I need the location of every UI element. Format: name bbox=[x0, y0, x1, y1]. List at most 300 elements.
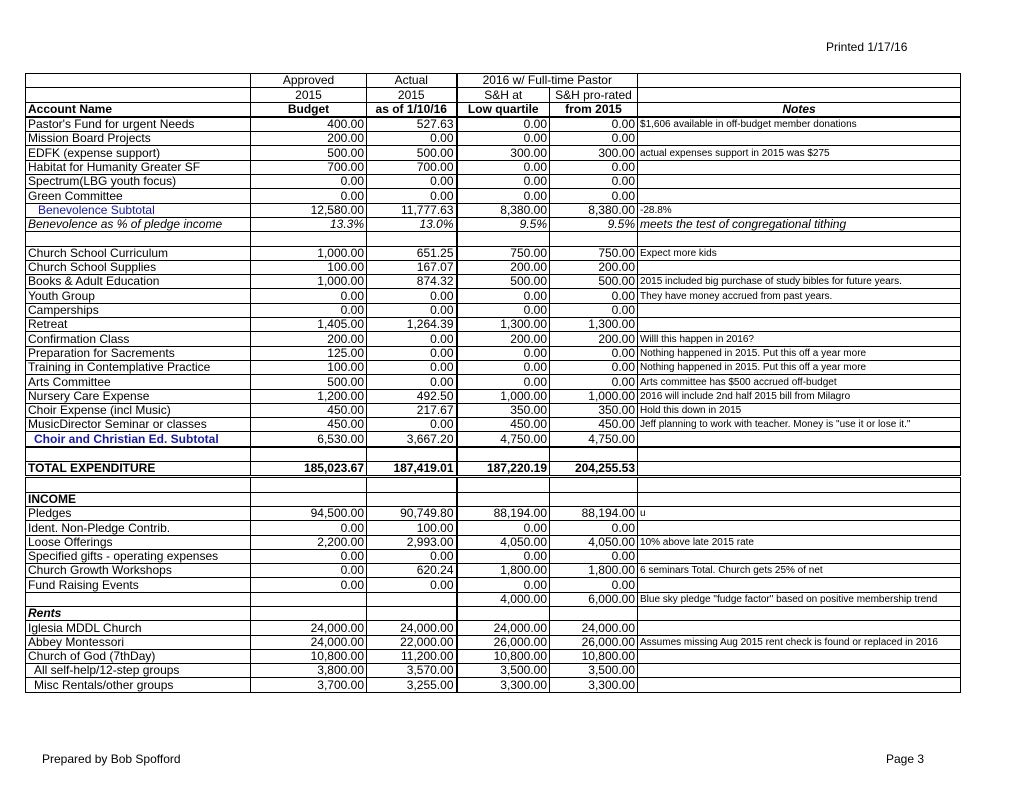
sh-low-quartile-cell: 0.00 bbox=[457, 117, 550, 132]
notes-cell bbox=[638, 621, 961, 635]
account-name-cell: Spectrum(LBG youth focus) bbox=[26, 175, 251, 189]
budget-cell: 185,023.67 bbox=[251, 462, 367, 477]
account-name-cell: Training in Contemplative Practice bbox=[26, 360, 251, 374]
account-name-cell: Rents bbox=[26, 606, 251, 620]
sh-low-quartile-cell: 1,300.00 bbox=[457, 318, 550, 332]
actual-cell: 874.32 bbox=[367, 275, 457, 289]
budget-cell: 12,580.00 bbox=[251, 203, 367, 217]
table-row bbox=[26, 217, 961, 231]
table-row bbox=[26, 432, 961, 447]
actual-cell: 3,255.00 bbox=[367, 678, 457, 692]
budget-cell bbox=[251, 477, 367, 492]
table-row bbox=[26, 160, 961, 174]
sh-prorated-cell bbox=[550, 477, 638, 492]
table-row bbox=[26, 332, 961, 346]
actual-cell: 3,570.00 bbox=[367, 664, 457, 678]
budget-cell: 3,800.00 bbox=[251, 664, 367, 678]
actual-cell: 167.07 bbox=[367, 260, 457, 274]
account-name-cell: INCOME bbox=[26, 492, 251, 506]
header-cell bbox=[638, 74, 961, 88]
sh-low-quartile-cell: 4,750.00 bbox=[457, 432, 550, 447]
account-name-cell bbox=[26, 592, 251, 606]
sh-low-quartile-cell: 4,000.00 bbox=[457, 592, 550, 606]
notes-cell bbox=[638, 132, 961, 146]
account-name-cell: Church of God (7thDay) bbox=[26, 649, 251, 663]
notes-cell bbox=[638, 664, 961, 678]
sh-prorated-cell: 4,050.00 bbox=[550, 535, 638, 549]
actual-cell: 700.00 bbox=[367, 160, 457, 174]
sh-low-quartile-cell bbox=[457, 447, 550, 462]
budget-cell: 0.00 bbox=[251, 189, 367, 203]
sh-low-quartile-cell: 200.00 bbox=[457, 260, 550, 274]
table-row bbox=[26, 403, 961, 417]
sh-low-quartile-cell bbox=[457, 232, 550, 246]
notes-cell bbox=[638, 477, 961, 492]
budget-cell: 0.00 bbox=[251, 578, 367, 592]
sh-low-quartile-cell: 88,194.00 bbox=[457, 506, 550, 520]
account-name-cell: Pastor's Fund for urgent Needs bbox=[26, 117, 251, 132]
actual-cell: 1,264.39 bbox=[367, 318, 457, 332]
table-row bbox=[26, 132, 961, 146]
budget-table bbox=[25, 73, 961, 693]
sh-prorated-cell: 0.00 bbox=[550, 360, 638, 374]
budget-cell: 3,700.00 bbox=[251, 678, 367, 692]
budget-cell: 6,530.00 bbox=[251, 432, 367, 447]
actual-cell bbox=[367, 232, 457, 246]
actual-cell: 0.00 bbox=[367, 303, 457, 317]
budget-cell bbox=[251, 232, 367, 246]
notes-cell bbox=[638, 318, 961, 332]
notes-cell bbox=[638, 492, 961, 506]
budget-cell bbox=[251, 592, 367, 606]
account-name-cell: All self-help/12-step groups bbox=[26, 664, 251, 678]
table-row bbox=[26, 678, 961, 692]
sh-prorated-cell: 0.00 bbox=[550, 189, 638, 203]
table-row bbox=[26, 389, 961, 403]
sh-low-quartile-cell: 0.00 bbox=[457, 289, 550, 303]
header-row-3 bbox=[26, 102, 961, 117]
table-row bbox=[26, 564, 961, 578]
sh-low-quartile-cell: 0.00 bbox=[457, 375, 550, 389]
account-name-cell: Iglesia MDDL Church bbox=[26, 621, 251, 635]
notes-cell: 6 seminars Total. Church gets 25% of net bbox=[638, 564, 961, 578]
actual-cell: 187,419.01 bbox=[367, 462, 457, 477]
notes-cell bbox=[638, 432, 961, 447]
budget-cell: 24,000.00 bbox=[251, 635, 367, 649]
notes-cell: actual expenses support in 2015 was $275 bbox=[638, 146, 961, 160]
notes-cell: Hold this down in 2015 bbox=[638, 403, 961, 417]
header-budget: Budget bbox=[251, 102, 367, 117]
sh-prorated-cell: 0.00 bbox=[550, 303, 638, 317]
actual-cell bbox=[367, 606, 457, 620]
header-approved-year: 2015 bbox=[251, 88, 367, 102]
sh-prorated-cell: 0.00 bbox=[550, 289, 638, 303]
account-name-cell: Camperships bbox=[26, 303, 251, 317]
sh-low-quartile-cell: 0.00 bbox=[457, 189, 550, 203]
sh-prorated-cell: 0.00 bbox=[550, 160, 638, 174]
account-name-cell: Green Committee bbox=[26, 189, 251, 203]
table-row bbox=[26, 447, 961, 462]
table-row bbox=[26, 246, 961, 260]
account-name-cell: Mission Board Projects bbox=[26, 132, 251, 146]
table-row bbox=[26, 318, 961, 332]
sh-prorated-cell: 0.00 bbox=[550, 549, 638, 563]
table-row bbox=[26, 360, 961, 374]
account-name-cell: Retreat bbox=[26, 318, 251, 332]
actual-cell: 217.67 bbox=[367, 403, 457, 417]
budget-cell: 1,405.00 bbox=[251, 318, 367, 332]
table-row bbox=[26, 189, 961, 203]
header-actual: Actual bbox=[367, 74, 457, 88]
notes-cell: 2015 included big purchase of study bibles for future years. bbox=[638, 275, 961, 289]
sh-low-quartile-cell: 0.00 bbox=[457, 360, 550, 374]
budget-cell: 13.3% bbox=[251, 217, 367, 231]
account-name-cell: Specified gifts - operating expenses bbox=[26, 549, 251, 563]
sh-low-quartile-cell: 10,800.00 bbox=[457, 649, 550, 663]
table-row bbox=[26, 462, 961, 477]
table-row bbox=[26, 664, 961, 678]
table-row bbox=[26, 606, 961, 620]
table-row bbox=[26, 146, 961, 160]
actual-cell: 651.25 bbox=[367, 246, 457, 260]
sh-prorated-cell: 6,000.00 bbox=[550, 592, 638, 606]
table-row bbox=[26, 203, 961, 217]
table-row bbox=[26, 303, 961, 317]
actual-cell: 2,993.00 bbox=[367, 535, 457, 549]
sh-low-quartile-cell: 350.00 bbox=[457, 403, 550, 417]
actual-cell: 0.00 bbox=[367, 578, 457, 592]
sh-prorated-cell: 1,000.00 bbox=[550, 389, 638, 403]
notes-cell bbox=[638, 189, 961, 203]
sh-low-quartile-cell: 1,000.00 bbox=[457, 389, 550, 403]
budget-cell: 0.00 bbox=[251, 289, 367, 303]
budget-cell: 400.00 bbox=[251, 117, 367, 132]
table-row bbox=[26, 592, 961, 606]
table-row bbox=[26, 375, 961, 389]
sh-prorated-cell: 450.00 bbox=[550, 418, 638, 432]
header-cell bbox=[26, 74, 251, 88]
notes-cell bbox=[638, 678, 961, 692]
budget-cell: 0.00 bbox=[251, 175, 367, 189]
actual-cell: 11,777.63 bbox=[367, 203, 457, 217]
budget-cell: 500.00 bbox=[251, 146, 367, 160]
actual-cell: 0.00 bbox=[367, 360, 457, 374]
sh-low-quartile-cell: 0.00 bbox=[457, 303, 550, 317]
budget-cell: 10,800.00 bbox=[251, 649, 367, 663]
sh-low-quartile-cell: 187,220.19 bbox=[457, 462, 550, 477]
actual-cell: 500.00 bbox=[367, 146, 457, 160]
sh-prorated-cell: 88,194.00 bbox=[550, 506, 638, 520]
account-name-cell: Youth Group bbox=[26, 289, 251, 303]
actual-cell: 100.00 bbox=[367, 521, 457, 535]
account-name-cell: Fund Raising Events bbox=[26, 578, 251, 592]
actual-cell: 620.24 bbox=[367, 564, 457, 578]
budget-cell: 0.00 bbox=[251, 564, 367, 578]
sh-prorated-cell: 350.00 bbox=[550, 403, 638, 417]
header-cell bbox=[26, 88, 251, 102]
actual-cell bbox=[367, 492, 457, 506]
actual-cell bbox=[367, 447, 457, 462]
notes-cell: $1,606 available in off-budget member donations bbox=[638, 117, 961, 132]
account-name-cell: Confirmation Class bbox=[26, 332, 251, 346]
sh-low-quartile-cell: 9.5% bbox=[457, 217, 550, 231]
header-notes: Notes bbox=[638, 102, 961, 117]
notes-cell bbox=[638, 175, 961, 189]
actual-cell: 11,200.00 bbox=[367, 649, 457, 663]
sh-prorated-cell: 300.00 bbox=[550, 146, 638, 160]
actual-cell: 24,000.00 bbox=[367, 621, 457, 635]
sh-low-quartile-cell: 750.00 bbox=[457, 246, 550, 260]
sh-prorated-cell: 0.00 bbox=[550, 375, 638, 389]
table-row bbox=[26, 549, 961, 563]
notes-cell: Assumes missing Aug 2015 rent check is found or replaced in 2016 bbox=[638, 635, 961, 649]
account-name-cell: Preparation for Sacrements bbox=[26, 346, 251, 360]
printed-date: Printed 1/17/16 bbox=[826, 40, 908, 54]
sh-prorated-cell: 0.00 bbox=[550, 346, 638, 360]
account-name-cell: Books & Adult Education bbox=[26, 275, 251, 289]
header-sh-at: S&H at bbox=[457, 88, 550, 102]
sh-low-quartile-cell: 500.00 bbox=[457, 275, 550, 289]
notes-cell: Nothing happened in 2015. Put this off a year more bbox=[638, 346, 961, 360]
table-row bbox=[26, 506, 961, 520]
account-name-cell: Benevolence as % of pledge income bbox=[26, 217, 251, 231]
sh-low-quartile-cell: 200.00 bbox=[457, 332, 550, 346]
sh-low-quartile-cell: 3,300.00 bbox=[457, 678, 550, 692]
table-row bbox=[26, 275, 961, 289]
sh-prorated-cell: 3,500.00 bbox=[550, 664, 638, 678]
actual-cell: 527.63 bbox=[367, 117, 457, 132]
notes-cell bbox=[638, 232, 961, 246]
table-row bbox=[26, 346, 961, 360]
sh-low-quartile-cell: 0.00 bbox=[457, 132, 550, 146]
table-row bbox=[26, 260, 961, 274]
table-row bbox=[26, 635, 961, 649]
table-row bbox=[26, 117, 961, 132]
budget-cell: 0.00 bbox=[251, 303, 367, 317]
table-row bbox=[26, 621, 961, 635]
budget-cell bbox=[251, 492, 367, 506]
budget-cell: 24,000.00 bbox=[251, 621, 367, 635]
sh-prorated-cell: 0.00 bbox=[550, 521, 638, 535]
header-group-2016: 2016 w/ Full-time Pastor bbox=[457, 74, 638, 88]
sh-low-quartile-cell bbox=[457, 492, 550, 506]
account-name-cell: TOTAL EXPENDITURE bbox=[26, 462, 251, 477]
table-row bbox=[26, 232, 961, 246]
sh-low-quartile-cell: 0.00 bbox=[457, 160, 550, 174]
actual-cell: 0.00 bbox=[367, 332, 457, 346]
notes-cell: u bbox=[638, 506, 961, 520]
actual-cell: 90,749.80 bbox=[367, 506, 457, 520]
sh-prorated-cell: 0.00 bbox=[550, 175, 638, 189]
sh-prorated-cell: 26,000.00 bbox=[550, 635, 638, 649]
notes-cell bbox=[638, 462, 961, 477]
sh-prorated-cell: 1,800.00 bbox=[550, 564, 638, 578]
account-name-cell: EDFK (expense support) bbox=[26, 146, 251, 160]
actual-cell: 492.50 bbox=[367, 389, 457, 403]
table-row bbox=[26, 492, 961, 506]
sh-prorated-cell: 500.00 bbox=[550, 275, 638, 289]
sh-prorated-cell: 10,800.00 bbox=[550, 649, 638, 663]
sh-low-quartile-cell: 0.00 bbox=[457, 521, 550, 535]
header-cell bbox=[638, 88, 961, 102]
notes-cell: -28.8% bbox=[638, 203, 961, 217]
sh-prorated-cell bbox=[550, 447, 638, 462]
notes-cell bbox=[638, 649, 961, 663]
account-name-cell: Nursery Care Expense bbox=[26, 389, 251, 403]
budget-cell: 700.00 bbox=[251, 160, 367, 174]
sh-low-quartile-cell: 8,380.00 bbox=[457, 203, 550, 217]
actual-cell bbox=[367, 592, 457, 606]
account-name-cell bbox=[26, 447, 251, 462]
sh-low-quartile-cell: 0.00 bbox=[457, 346, 550, 360]
actual-cell: 13.0% bbox=[367, 217, 457, 231]
header-as-of: as of 1/10/16 bbox=[367, 102, 457, 117]
sh-low-quartile-cell bbox=[457, 606, 550, 620]
account-name-cell: Choir Expense (incl Music) bbox=[26, 403, 251, 417]
sh-prorated-cell: 204,255.53 bbox=[550, 462, 638, 477]
notes-cell: Willl this happen in 2016? bbox=[638, 332, 961, 346]
sh-prorated-cell: 9.5% bbox=[550, 217, 638, 231]
actual-cell: 22,000.00 bbox=[367, 635, 457, 649]
sh-prorated-cell: 200.00 bbox=[550, 332, 638, 346]
table-row bbox=[26, 477, 961, 492]
notes-cell: 10% above late 2015 rate bbox=[638, 535, 961, 549]
account-name-cell: Church School Curriculum bbox=[26, 246, 251, 260]
header-from-2015: from 2015 bbox=[550, 102, 638, 117]
table-row bbox=[26, 535, 961, 549]
budget-cell: 1,200.00 bbox=[251, 389, 367, 403]
account-name-cell: Church School Supplies bbox=[26, 260, 251, 274]
actual-cell: 3,667.20 bbox=[367, 432, 457, 447]
table-row bbox=[26, 175, 961, 189]
account-name-cell: Church Growth Workshops bbox=[26, 564, 251, 578]
notes-cell: They have money accrued from past years. bbox=[638, 289, 961, 303]
account-name-cell: Benevolence Subtotal bbox=[26, 203, 251, 217]
account-name-cell: MusicDirector Seminar or classes bbox=[26, 418, 251, 432]
sh-prorated-cell: 3,300.00 bbox=[550, 678, 638, 692]
account-name-cell bbox=[26, 232, 251, 246]
account-name-cell: Abbey Montessori bbox=[26, 635, 251, 649]
budget-cell: 450.00 bbox=[251, 403, 367, 417]
actual-cell: 0.00 bbox=[367, 175, 457, 189]
budget-cell: 2,200.00 bbox=[251, 535, 367, 549]
account-name-cell: Loose Offerings bbox=[26, 535, 251, 549]
sh-prorated-cell bbox=[550, 492, 638, 506]
header-sh-prorated: S&H pro-rated bbox=[550, 88, 638, 102]
actual-cell: 0.00 bbox=[367, 418, 457, 432]
notes-cell: Arts committee has $500 accrued off-budget bbox=[638, 375, 961, 389]
budget-cell: 200.00 bbox=[251, 132, 367, 146]
sh-prorated-cell bbox=[550, 232, 638, 246]
sh-low-quartile-cell: 4,050.00 bbox=[457, 535, 550, 549]
actual-cell: 0.00 bbox=[367, 132, 457, 146]
notes-cell bbox=[638, 521, 961, 535]
table-row bbox=[26, 521, 961, 535]
notes-cell: Nothing happened in 2015. Put this off a year more bbox=[638, 360, 961, 374]
sh-prorated-cell: 24,000.00 bbox=[550, 621, 638, 635]
account-name-cell: Pledges bbox=[26, 506, 251, 520]
header-low-quartile: Low quartile bbox=[457, 102, 550, 117]
budget-cell: 450.00 bbox=[251, 418, 367, 432]
notes-cell: 2016 will include 2nd half 2015 bill from Milagro bbox=[638, 389, 961, 403]
actual-cell: 0.00 bbox=[367, 189, 457, 203]
sh-low-quartile-cell bbox=[457, 477, 550, 492]
notes-cell: Jeff planning to work with teacher. Money is "use it or lose it." bbox=[638, 418, 961, 432]
budget-cell: 500.00 bbox=[251, 375, 367, 389]
notes-cell bbox=[638, 447, 961, 462]
actual-cell bbox=[367, 477, 457, 492]
sh-low-quartile-cell: 3,500.00 bbox=[457, 664, 550, 678]
account-name-cell: Ident. Non-Pledge Contrib. bbox=[26, 521, 251, 535]
budget-cell bbox=[251, 447, 367, 462]
sh-prorated-cell: 1,300.00 bbox=[550, 318, 638, 332]
sh-prorated-cell: 200.00 bbox=[550, 260, 638, 274]
header-account-name: Account Name bbox=[26, 102, 251, 117]
budget-cell: 1,000.00 bbox=[251, 275, 367, 289]
sh-low-quartile-cell: 0.00 bbox=[457, 578, 550, 592]
sh-prorated-cell: 0.00 bbox=[550, 578, 638, 592]
budget-cell: 100.00 bbox=[251, 260, 367, 274]
sh-prorated-cell bbox=[550, 606, 638, 620]
sh-prorated-cell: 0.00 bbox=[550, 132, 638, 146]
account-name-cell: Choir and Christian Ed. Subtotal bbox=[26, 432, 251, 447]
header-row-1 bbox=[26, 74, 961, 88]
page-number: Page 3 bbox=[886, 752, 925, 766]
account-name-cell: Arts Committee bbox=[26, 375, 251, 389]
prepared-by: Prepared by Bob Spofford bbox=[42, 752, 181, 766]
budget-cell: 0.00 bbox=[251, 521, 367, 535]
actual-cell: 0.00 bbox=[367, 549, 457, 563]
notes-cell: Expect more kids bbox=[638, 246, 961, 260]
sh-low-quartile-cell: 0.00 bbox=[457, 175, 550, 189]
header-row-2 bbox=[26, 88, 961, 102]
budget-cell: 1,000.00 bbox=[251, 246, 367, 260]
budget-cell: 0.00 bbox=[251, 549, 367, 563]
sh-prorated-cell: 8,380.00 bbox=[550, 203, 638, 217]
sh-prorated-cell: 4,750.00 bbox=[550, 432, 638, 447]
notes-cell bbox=[638, 260, 961, 274]
sh-low-quartile-cell: 1,800.00 bbox=[457, 564, 550, 578]
sh-low-quartile-cell: 24,000.00 bbox=[457, 621, 550, 635]
sh-prorated-cell: 0.00 bbox=[550, 117, 638, 132]
table-row bbox=[26, 418, 961, 432]
header-actual-year: 2015 bbox=[367, 88, 457, 102]
notes-cell: meets the test of congregational tithing bbox=[638, 217, 961, 231]
notes-cell bbox=[638, 606, 961, 620]
table-row bbox=[26, 649, 961, 663]
actual-cell: 0.00 bbox=[367, 346, 457, 360]
sh-low-quartile-cell: 300.00 bbox=[457, 146, 550, 160]
account-name-cell: Habitat for Humanity Greater SF bbox=[26, 160, 251, 174]
sh-low-quartile-cell: 0.00 bbox=[457, 549, 550, 563]
budget-cell: 125.00 bbox=[251, 346, 367, 360]
notes-cell bbox=[638, 303, 961, 317]
budget-cell: 200.00 bbox=[251, 332, 367, 346]
actual-cell: 0.00 bbox=[367, 375, 457, 389]
sh-prorated-cell: 750.00 bbox=[550, 246, 638, 260]
notes-cell: Blue sky pledge "fudge factor" based on positive membership trend bbox=[638, 592, 961, 606]
account-name-cell: Misc Rentals/other groups bbox=[26, 678, 251, 692]
notes-cell bbox=[638, 549, 961, 563]
budget-cell: 94,500.00 bbox=[251, 506, 367, 520]
sh-low-quartile-cell: 26,000.00 bbox=[457, 635, 550, 649]
table-row bbox=[26, 289, 961, 303]
actual-cell: 0.00 bbox=[367, 289, 457, 303]
notes-cell bbox=[638, 160, 961, 174]
sh-low-quartile-cell: 450.00 bbox=[457, 418, 550, 432]
notes-cell bbox=[638, 578, 961, 592]
budget-cell: 100.00 bbox=[251, 360, 367, 374]
